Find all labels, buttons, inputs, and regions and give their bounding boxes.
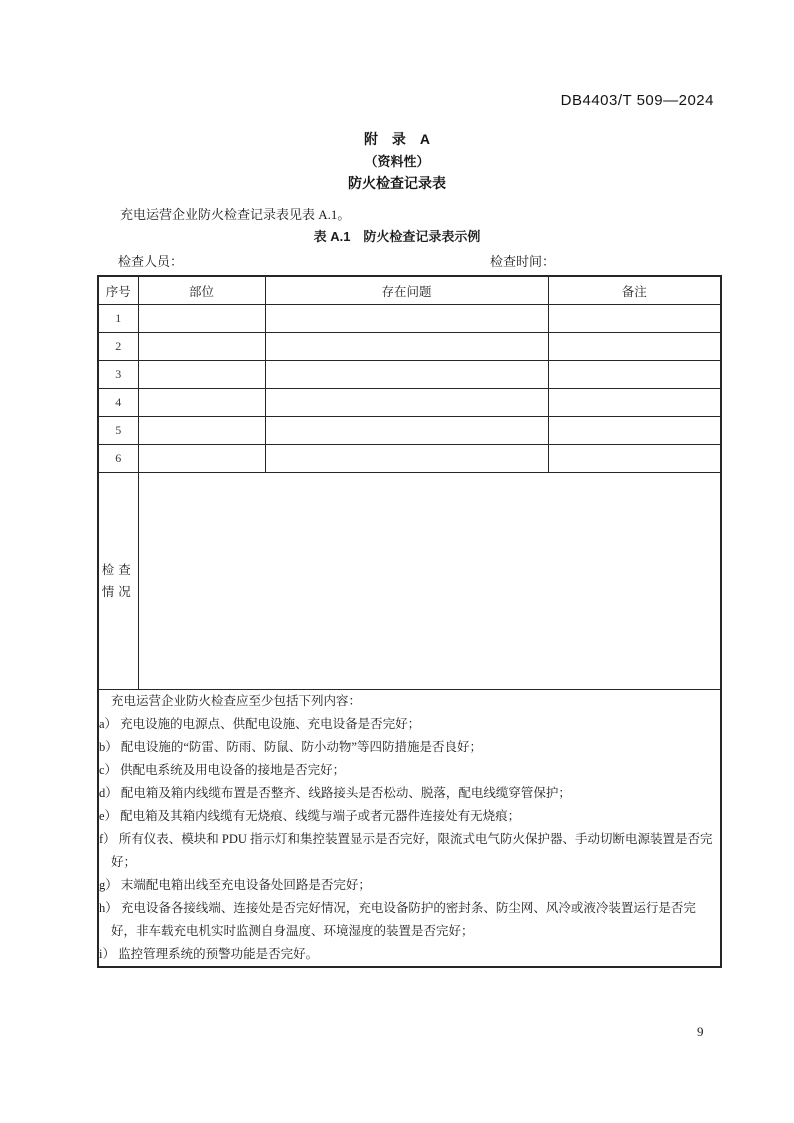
- note-item-g: g） 末端配电箱出线至充电设备处回路是否完好；: [99, 878, 371, 892]
- table-row: [98, 361, 721, 389]
- note-item-h: h） 充电设备各接线端、连接处是否完好情况，充电设备防护的密封条、防尘网、风冷或液冷装置运行是否完好，非车载充电机实时监测自身温度、环境湿度的装置是否完好；: [99, 901, 696, 938]
- location-cell: [138, 333, 265, 361]
- page-number: 9: [697, 1024, 704, 1039]
- problems-cell: [265, 417, 548, 445]
- situation-label-line2: 情况: [101, 585, 135, 599]
- note-item-d: d） 配电箱及箱内线缆布置是否整齐、线路接头是否松动、脱落，配电线缆穿管保护；: [99, 786, 571, 800]
- note-item-a: a） 充电设施的电源点、供配电设施、充电设备是否完好；: [99, 717, 421, 731]
- intro-paragraph: 充电运营企业防火检查记录表见表 A.1。: [120, 207, 351, 222]
- location-cell: [138, 417, 265, 445]
- problems-cell: [265, 389, 548, 417]
- remarks-cell: [548, 389, 721, 417]
- problems-cell: [265, 445, 548, 473]
- note-item-e: e） 配电箱及其箱内线缆有无烧痕、线缆与端子或者元器件连接处有无烧痕；: [99, 809, 521, 823]
- note-item-f: f） 所有仪表、模块和 PDU 指示灯和集控装置显示是否完好，限流式电气防火保护器、手动切断电源装置是否完好；: [99, 832, 713, 869]
- appendix-heading: 附 录 A: [363, 131, 431, 147]
- notes-cell: [98, 690, 721, 968]
- situation-content-cell: [138, 473, 721, 690]
- location-cell: [138, 361, 265, 389]
- table-row: [98, 417, 721, 445]
- table-caption: 表 A.1 防火检查记录表示例: [313, 229, 481, 244]
- problems-cell: [265, 305, 548, 333]
- remarks-cell: [548, 445, 721, 473]
- note-item-i: i） 监控管理系统的预警功能是否完好。: [99, 947, 319, 961]
- inspector-field-label: 检查人员：: [118, 254, 184, 269]
- problems-cell: [265, 333, 548, 361]
- column-header-location: 部位: [138, 276, 265, 305]
- table-header-row: [98, 276, 721, 305]
- table-row: [98, 305, 721, 333]
- location-cell: [138, 445, 265, 473]
- row-number: 5: [98, 417, 138, 445]
- row-number: 1: [98, 305, 138, 333]
- note-item-b: b） 配电设施的“防雷、防雨、防鼠、防小动物”等四防措施是否良好；: [99, 740, 482, 754]
- standard-number: DB4403/T 509—2024: [560, 92, 714, 109]
- table-row: [98, 445, 721, 473]
- notes-row: [98, 690, 721, 968]
- remarks-cell: [548, 417, 721, 445]
- row-number: 6: [98, 445, 138, 473]
- notes-intro: 充电运营企业防火检查应至少包括下列内容：: [111, 694, 362, 708]
- row-number: 2: [98, 333, 138, 361]
- table-row: [98, 333, 721, 361]
- row-number: 4: [98, 389, 138, 417]
- location-cell: [138, 389, 265, 417]
- remarks-cell: [548, 333, 721, 361]
- remarks-cell: [548, 361, 721, 389]
- note-item-c: c） 供配电系统及用电设备的接地是否完好；: [99, 763, 346, 777]
- appendix-title: 防火检查记录表: [348, 175, 446, 191]
- remarks-cell: [548, 305, 721, 333]
- table-row: [98, 389, 721, 417]
- situation-row: [98, 473, 721, 690]
- situation-label: [98, 473, 138, 690]
- row-number: 3: [98, 361, 138, 389]
- location-cell: [138, 305, 265, 333]
- column-header-index: 序号: [98, 276, 138, 305]
- column-header-problems: 存在问题: [265, 276, 548, 305]
- inspection-record-table: [97, 275, 722, 968]
- problems-cell: [265, 361, 548, 389]
- situation-label-line1: 检查: [101, 563, 135, 577]
- appendix-type-label: （资料性）: [364, 154, 430, 169]
- column-header-remarks: 备注: [548, 276, 721, 305]
- inspection-time-field-label: 检查时间：: [490, 254, 556, 269]
